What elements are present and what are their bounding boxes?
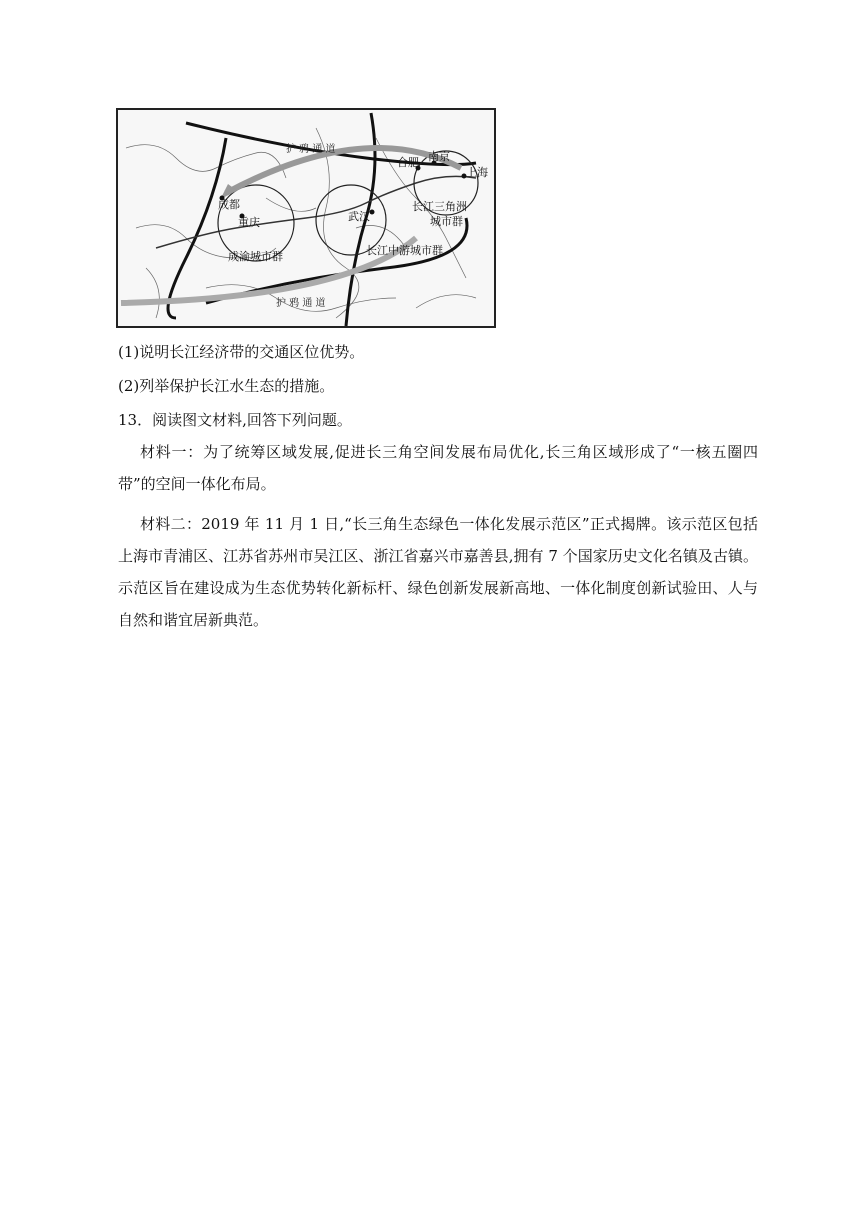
label-corridor-upper: 护 鸦 通 道 — [286, 144, 336, 155]
city-chongqing: 重庆 — [238, 216, 260, 229]
material-2: 材料二：2019 年 11 月 1 日,“长三角生态绿色一体化发展示范区”正式揭牌。该示范区包括上海市青浦区、江苏省苏州市吴江区、浙江省嘉兴市嘉善县,拥有 7 个国家历史文化名镇及古镇。示范区旨在建设成为生态优势转化新标杆、绿色创新发展新高地、一体化制度创新试验田、人与自然和谐宜居新典范。 — [118, 515, 758, 629]
label-delta-2: 城市群 — [430, 215, 463, 228]
map-figure — [116, 108, 496, 328]
question-13-heading: 13．阅读图文材料,回答下列问题。 — [118, 411, 352, 429]
city-chengdu: 成都 — [218, 198, 240, 211]
label-delta-1: 长江三角洲 — [412, 200, 467, 213]
city-shanghai: 上海 — [466, 166, 488, 179]
material-1: 材料一：为了统筹区域发展,促进长三角空间发展布局优化,长三角区域形成了“一核五圈四带”的空间一体化布局。 — [118, 443, 758, 493]
label-middle-reaches: 长江中游城市群 — [366, 244, 443, 257]
yangtze-economic-belt-map — [116, 108, 496, 328]
city-nanjing: 南京 — [428, 150, 450, 163]
question-1: (1)说明长江经济带的交通区位优势。 — [118, 343, 365, 361]
city-wuhan: 武汉 — [348, 210, 370, 223]
label-chengyu: 成渝城市群 — [228, 250, 283, 263]
city-hefei: 合肥 — [397, 156, 419, 169]
question-2: (2)列举保护长江水生态的措施。 — [118, 377, 335, 395]
label-corridor-lower: 护 鸦 通 道 — [276, 298, 326, 309]
